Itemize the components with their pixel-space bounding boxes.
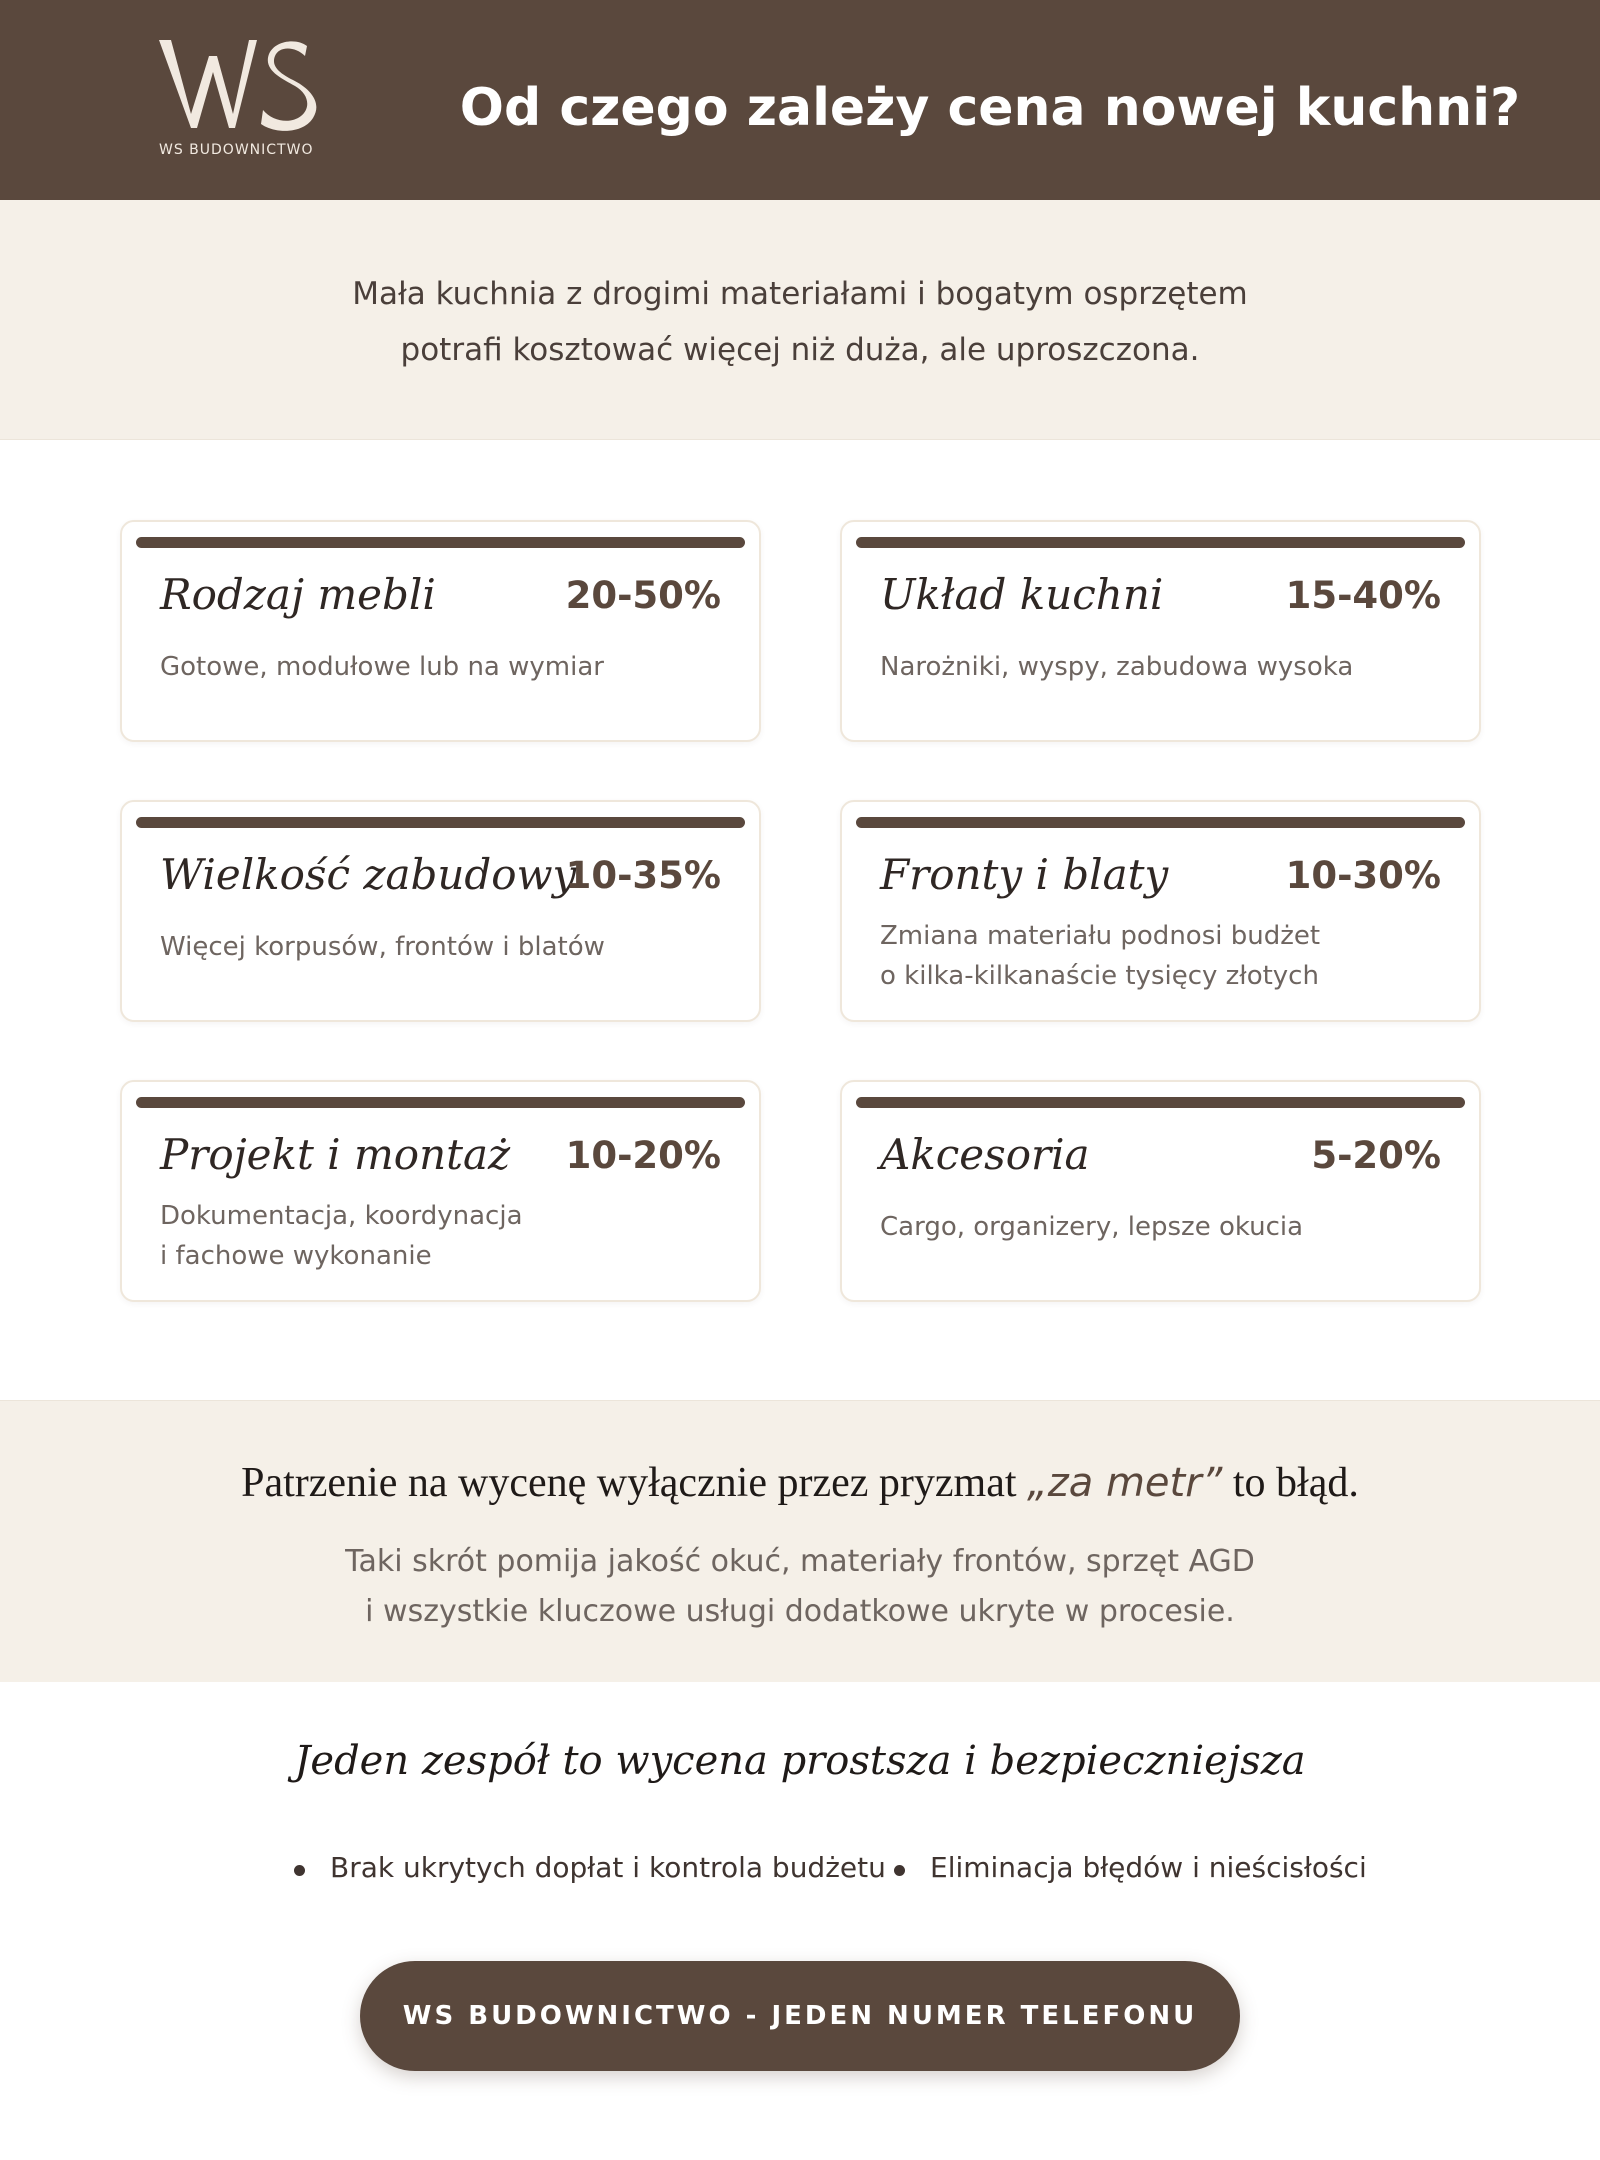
card-percent: 10-20% bbox=[565, 1134, 721, 1177]
card-title: Akcesoria bbox=[880, 1130, 1090, 1179]
card-percent: 20-50% bbox=[565, 574, 721, 617]
card-percent: 15-40% bbox=[1285, 574, 1441, 617]
cost-factor-cards bbox=[0, 440, 1600, 1400]
card-accent-bar bbox=[856, 537, 1465, 548]
intro-section bbox=[0, 200, 1600, 440]
logo-text: WS BUDOWNICTWO bbox=[159, 142, 314, 158]
cta-label: WS BUDOWNICTWO - JEDEN NUMER TELEFONU bbox=[402, 2001, 1198, 2031]
brand-logo[interactable] bbox=[157, 36, 327, 166]
card-title: Układ kuchni bbox=[880, 570, 1164, 619]
card-desc-line-2: o kilka-kilkanaście tysięcy złotych bbox=[880, 961, 1319, 991]
card-accent-bar bbox=[136, 817, 745, 828]
header-banner bbox=[0, 0, 1600, 200]
card-title: Wielkość zabudowy bbox=[160, 850, 577, 899]
quote-section bbox=[0, 1400, 1600, 1682]
card-kitchen-layout bbox=[840, 520, 1481, 742]
card-description bbox=[880, 1207, 1440, 1247]
intro-line-1: Mała kuchnia z drogimi materiałami i bogatym osprzętem bbox=[352, 276, 1248, 312]
card-accent-bar bbox=[136, 1097, 745, 1108]
contact-cta-button[interactable] bbox=[360, 1961, 1240, 2071]
card-desc-line-1: Gotowe, modułowe lub na wymiar bbox=[160, 652, 604, 682]
card-accessories bbox=[840, 1080, 1481, 1302]
card-percent: 10-35% bbox=[565, 854, 721, 897]
card-description bbox=[160, 647, 720, 687]
card-desc-line-1: Cargo, organizery, lepsze okucia bbox=[880, 1212, 1304, 1242]
card-furniture-type bbox=[120, 520, 761, 742]
card-accent-bar bbox=[136, 537, 745, 548]
card-desc-line-2: i fachowe wykonanie bbox=[160, 1241, 432, 1271]
quote-headline bbox=[0, 1459, 1600, 1507]
benefit-item: Eliminacja błędów i nieścisłości bbox=[930, 1851, 1367, 1884]
card-title: Projekt i montaż bbox=[160, 1130, 511, 1179]
card-design-installation bbox=[120, 1080, 761, 1302]
card-title: Rodzaj mebli bbox=[160, 570, 436, 619]
quote-before: Patrzenie na wycenę wyłącznie przez pryzmat bbox=[241, 1460, 1028, 1506]
ws-logo-icon bbox=[157, 36, 327, 136]
quote-after: to błąd. bbox=[1222, 1460, 1359, 1506]
card-desc-line-1: Dokumentacja, koordynacja bbox=[160, 1201, 523, 1231]
card-description bbox=[880, 916, 1440, 996]
card-description bbox=[160, 1196, 720, 1276]
card-accent-bar bbox=[856, 817, 1465, 828]
benefit-list bbox=[0, 1849, 1600, 1893]
bullet-dot-icon bbox=[894, 1865, 905, 1876]
quote-sub-line-1: Taki skrót pomija jakość okuć, materiały frontów, sprzęt AGD bbox=[345, 1544, 1255, 1579]
card-accent-bar bbox=[856, 1097, 1465, 1108]
card-fronts-countertops bbox=[840, 800, 1481, 1022]
card-percent: 10-30% bbox=[1285, 854, 1441, 897]
quote-emphasis: „za metr” bbox=[1027, 1460, 1223, 1506]
card-desc-line-1: Narożniki, wyspy, zabudowa wysoka bbox=[880, 652, 1354, 682]
card-percent: 5-20% bbox=[1311, 1134, 1441, 1177]
card-desc-line-1: Więcej korpusów, frontów i blatów bbox=[160, 932, 605, 962]
card-title: Fronty i blaty bbox=[880, 850, 1169, 899]
quote-subtext bbox=[300, 1537, 1300, 1637]
bullet-dot-icon bbox=[294, 1865, 305, 1876]
intro-line-2: potrafi kosztować więcej niż duża, ale uproszczona. bbox=[400, 332, 1200, 368]
quote-sub-line-2: i wszystkie kluczowe usługi dodatkowe ukryte w procesie. bbox=[365, 1594, 1235, 1629]
card-desc-line-1: Zmiana materiału podnosi budżet bbox=[880, 921, 1321, 951]
intro-text bbox=[250, 266, 1350, 378]
team-heading: Jeden zespół to wycena prostsza i bezpieczniejsza bbox=[294, 1738, 1306, 1784]
card-description bbox=[160, 927, 720, 967]
card-build-size bbox=[120, 800, 761, 1022]
page-title: Od czego zależy cena nowej kuchni? bbox=[459, 78, 1521, 138]
card-description bbox=[880, 647, 1440, 687]
benefit-item: Brak ukrytych dopłat i kontrola budżetu bbox=[330, 1851, 886, 1884]
